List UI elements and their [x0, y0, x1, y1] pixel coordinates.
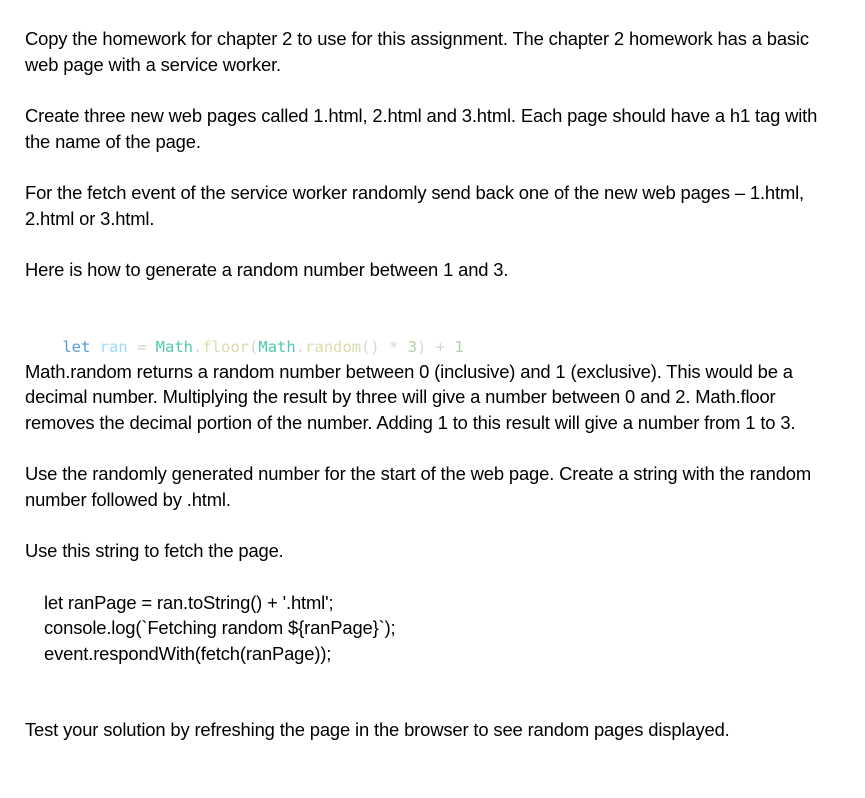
code-token: = — [127, 337, 156, 356]
paragraph-explanation: Math.random returns a random number between 0 (inclusive) and 1 (exclusive). This would be a decimal number. Multiplying the result by three will give a number between 0 and 2. Math.floor removes the decimal portion of the number. Adding 1 to this result will give a number from 1 to 3. — [25, 360, 796, 433]
code-token: 3 — [407, 337, 418, 356]
paragraph-create-pages: Create three new web pages called 1.html, 2.html and 3.html. Each page should have a h1 tag with the name of the page. — [25, 105, 818, 152]
paragraph-test: Test your solution by refreshing the page in the browser to see random pages displayed. — [25, 719, 730, 740]
code-token: Math — [155, 337, 193, 356]
code-token: 1 — [454, 337, 464, 356]
paragraph-random-intro: Here is how to generate a random number between 1 and 3. — [25, 259, 509, 280]
code-token: ( — [249, 337, 259, 356]
code-token: random — [305, 337, 362, 356]
code-token: ) + — [417, 337, 455, 356]
code-token: Math — [258, 337, 296, 356]
snippet-line: event.respondWith(fetch(ranPage)); — [44, 642, 332, 664]
assignment-document — [25, 26, 840, 743]
code-example-random — [25, 310, 840, 356]
paragraph-use-number: Use the randomly generated number for the start of the web page. Create a string with the random number followed by .html. — [25, 463, 812, 510]
code-token: () * — [361, 337, 408, 356]
paragraph-use-string: Use this string to fetch the page. — [25, 540, 284, 561]
snippet-line: let ranPage = ran.toString() + '.html'; — [44, 591, 334, 613]
code-token: ran — [99, 337, 128, 356]
paragraph-intro: Copy the homework for chapter 2 to use for this assignment. The chapter 2 homework has a basic web page with a service worker. — [25, 28, 809, 75]
fetch-code-snippet — [25, 590, 840, 667]
code-token: . — [295, 337, 306, 356]
snippet-line: console.log(`Fetching random ${ranPage}`); — [44, 617, 396, 638]
paragraph-fetch-event: For the fetch event of the service worker randomly send back one of the new web pages – 1.html, 2.html or 3.html. — [25, 182, 805, 229]
code-token: . — [193, 337, 203, 356]
code-token — [90, 338, 99, 356]
code-token: floor — [202, 337, 250, 356]
code-token: let — [62, 337, 91, 356]
